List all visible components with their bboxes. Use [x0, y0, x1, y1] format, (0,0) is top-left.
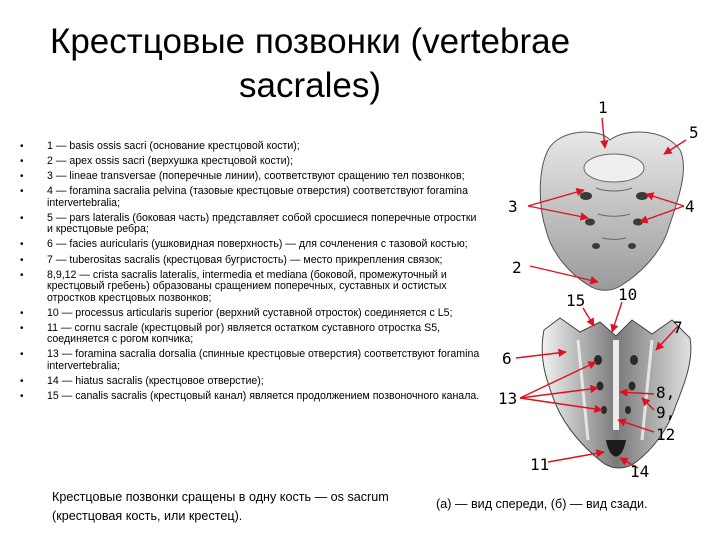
- legend-item: • 13 — foramina sacralia dorsalia (спинные крестцовые отверстия) соответствуют foramina intervertebralia;: [18, 349, 480, 372]
- legend-item: • 6 — facies auricularis (ушковидная поверхность) — для сочленения с тазовой костью;: [18, 239, 480, 251]
- label-12: 12: [656, 425, 676, 444]
- sacrum-figure: [490, 95, 720, 490]
- legend-item: • 7 — tuberositas sacralis (крестцовая бугристость) — место прикрепления связок;: [18, 255, 480, 267]
- legend-item: • 2 — apex ossis sacri (верхушка крестцовой кости);: [18, 156, 480, 168]
- label-9: 9,: [656, 403, 676, 422]
- legend-item: • 1 — basis ossis sacri (основание крестцовой кости);: [18, 141, 480, 153]
- label-14: 14: [630, 462, 650, 481]
- label-1: 1: [598, 98, 608, 117]
- legend-list: [18, 141, 480, 406]
- legend-item: • 3 — lineae transversae (поперечные линии), соответствуют сращению тел позвонков;: [18, 171, 480, 183]
- label-6: 6: [502, 349, 512, 368]
- legend-item: • 14 — hiatus sacralis (крестцовое отверстие);: [18, 376, 480, 388]
- legend-item: • 10 — processus articularis superior (верхний суставной отросток) соединяется с L5;: [18, 308, 480, 320]
- label-15: 15: [566, 291, 586, 310]
- figure-caption: (а) — вид спереди, (б) — вид сзади.: [436, 497, 648, 511]
- legend-item: • 11 — cornu sacrale (крестцовый рог) является остатком суставного отростка S5, соединяется с рогом копчика;: [18, 323, 480, 346]
- sacrum-anterior-view: [540, 132, 683, 290]
- label-2: 2: [512, 258, 522, 277]
- legend-item: • 15 — canalis sacralis (крестцовый канал) является продолжением позвоночного канала.: [18, 391, 480, 403]
- slide-title: Крестцовые позвонки (vertebrae sacrales): [49, 22, 571, 105]
- label-5: 5: [689, 123, 699, 142]
- legend-item: • 4 — foramina sacralia pelvina (тазовые крестцовые отверстия) соответствуют foramina intervertebralia;: [18, 186, 480, 209]
- label-7: 7: [673, 318, 683, 337]
- label-13: 13: [498, 389, 518, 408]
- label-10: 10: [618, 285, 638, 304]
- legend-item: • 8,9,12 — crista sacralis lateralis, intermedia et mediana (боковой, промежуточный и крестцовый гребень) образованы сращением поперечных, суставных и остистых отростков крестцовых позвонков;: [18, 270, 480, 305]
- label-8: 8,: [656, 383, 676, 402]
- label-3: 3: [508, 197, 518, 216]
- bottom-note: Крестцовые позвонки сращены в одну кость — os sacrum (крестцовая кость, или крестец).: [52, 490, 389, 523]
- label-4: 4: [685, 197, 695, 216]
- label-11: 11: [530, 455, 550, 474]
- legend-item: • 5 — pars lateralis (боковая часть) представляет собой сросшиеся поперечные отростки и крестцовые ребра;: [18, 213, 480, 236]
